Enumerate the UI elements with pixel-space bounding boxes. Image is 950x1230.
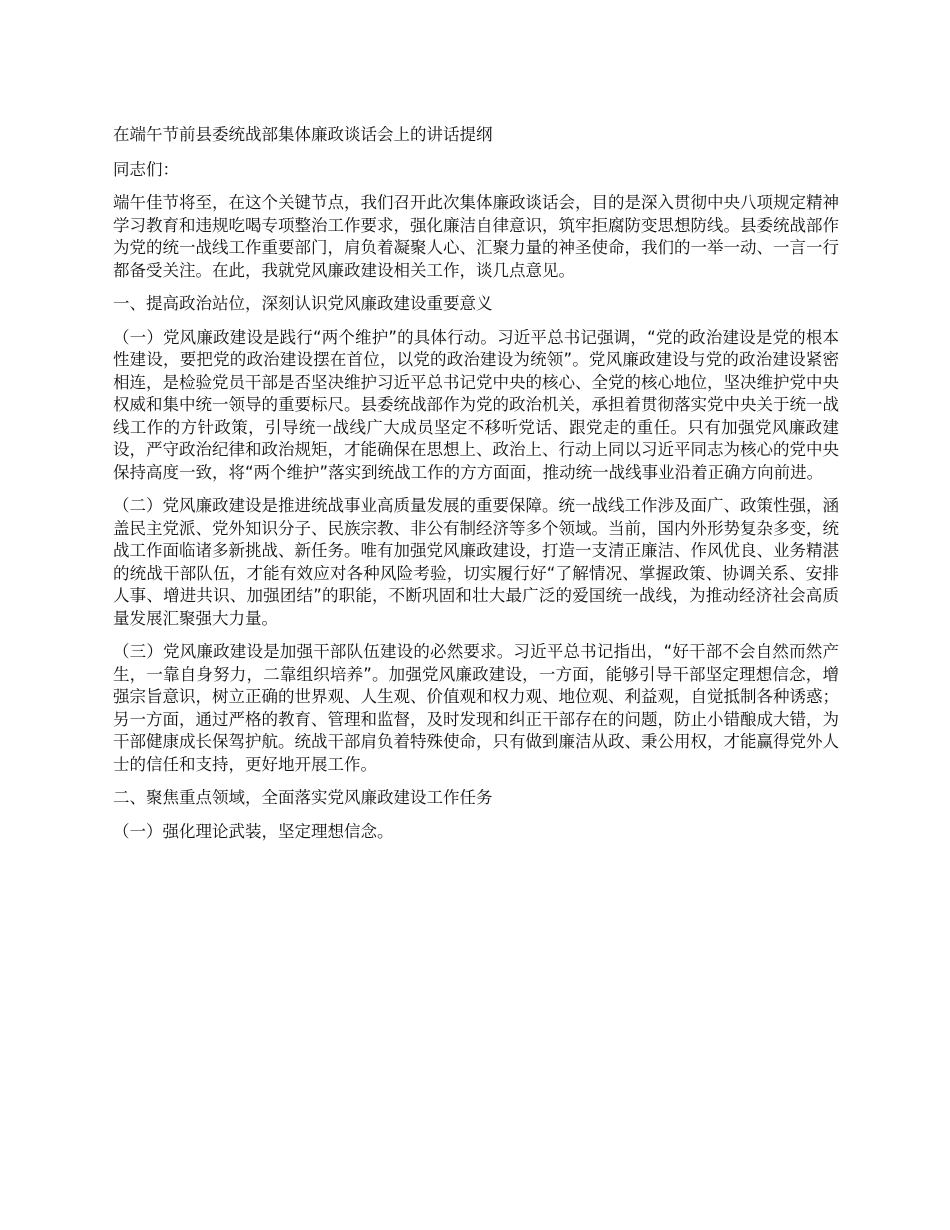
section-1-item-1: （一）党风廉政建设是践行“两个维护”的具体行动。习近平总书记强调，“党的政治建设是党的根本性建设，要把党的政治建设摆在首位，以党的政治建设为统领”。党风廉政建设与党的政治建设紧密相连，是检验党员干部是否坚决维护习近平总书记党中央的核心、全党的核心地位，坚决维护党中央权威和集中统一领导的重要标尺。县委统战部作为党的政治机关，承担着贯彻落实党中央关于统一战线工作的方针政策，引导统一战线广大成员坚定不移听党话、跟党走的重任。只有加强党风廉政建设，严守政治纪律和政治规矩，才能确保在思想上、政治上、行动上同以习近平同志为核心的党中央保持高度一致，将“两个维护”落实到统战工作的方方面面，推动统一战线事业沿着正确方向前进。: [113, 327, 839, 482]
document-page: [113, 124, 839, 854]
section-2-item-1: （一）强化理论武装，坚定理想信念。: [113, 821, 394, 841]
section-1-item-3: （三）党风廉政建设是加强干部队伍建设的必然要求。习近平总书记指出，“好干部不会自然而然产生，一靠自身努力，二靠组织培养”。加强党风廉政建设，一方面，能够引导干部坚定理想信念，增强宗旨意识，树立正确的世界观、人生观、价值观和权力观、地位观、利益观，自觉抵制各种诱惑；另一方面，通过严格的教育、管理和监督，及时发现和纠正干部存在的问题，防止小错酿成大错，为干部健康成长保驾护航。统战干部肩负着特殊使命，只有做到廉洁从政、秉公用权，才能赢得党外人士的信任和支持，更好地开展工作。: [113, 642, 839, 774]
section-1-heading: 一、提高政治站位，深刻认识党风廉政建设重要意义: [113, 294, 493, 313]
section-2-heading: 二、聚焦重点领域，全面落实党风廉政建设工作任务: [113, 788, 493, 807]
document-title: 在端午节前县委统战部集体廉政谈话会上的讲话提纲: [113, 125, 493, 144]
greeting: 同志们：: [113, 159, 179, 179]
section-1-item-2: （二）党风廉政建设是推进统战事业高质量发展的重要保障。统一战线工作涉及面广、政策性强，涵盖民主党派、党外知识分子、民族宗教、非公有制经济等多个领域。当前，国内外形势复杂多变，统战工作面临诸多新挑战、新任务。唯有加强党风廉政建设，打造一支清正廉洁、作风优良、业务精湛的统战干部队伍，才能有效应对各种风险考验，切实履行好“了解情况、掌握政策、协调关系、安排人事、增进共识、加强团结”的职能，不断巩固和壮大最广泛的爱国统一战线，为推动经济社会高质量发展汇聚强大力量。: [113, 496, 839, 628]
intro-paragraph: 端午佳节将至，在这个关键节点，我们召开此次集体廉政谈话会，目的是深入贯彻中央八项规定精神学习教育和违规吃喝专项整治工作要求，强化廉洁自律意识，筑牢拒腐防变思想防线。县委统战部作为党的统一战线工作重要部门，肩负着凝聚人心、汇聚力量的神圣使命，我们的一举一动、一言一行都备受关注。在此，我就党风廉政建设相关工作，谈几点意见。: [113, 193, 839, 280]
